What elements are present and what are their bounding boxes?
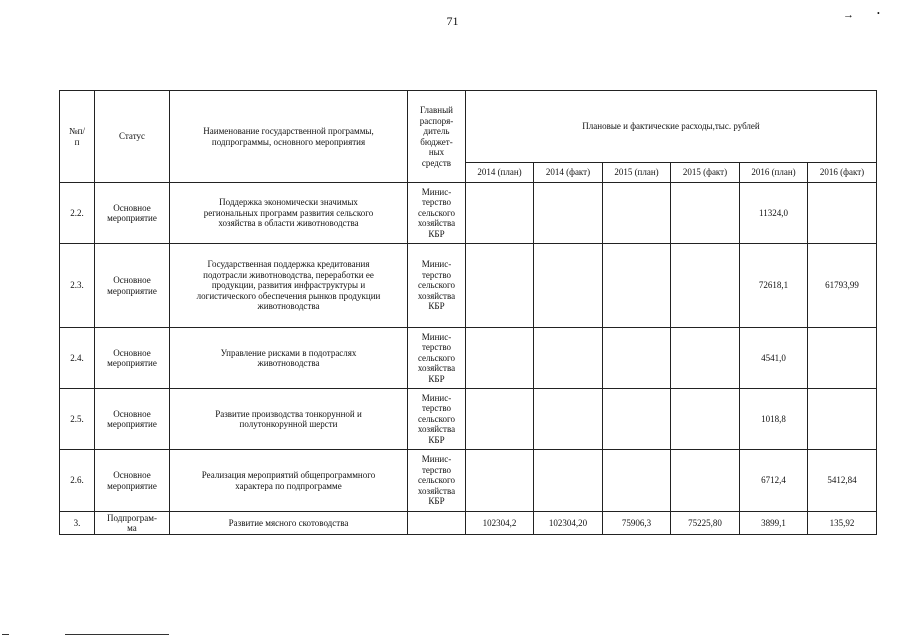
table-row: [60, 328, 877, 389]
row-value: [671, 389, 740, 450]
row-value: 3899,1: [740, 512, 808, 535]
row-value: [603, 450, 671, 512]
row-value: [466, 244, 534, 328]
row-value: [466, 389, 534, 450]
row-name: Реализация мероприятий общепрограммного характера по подпрограмме: [170, 450, 408, 512]
row-value: 75906,3: [603, 512, 671, 535]
header-num: №п/ п: [60, 91, 95, 183]
row-num: 3.: [60, 512, 95, 535]
row-name: Поддержка экономически значимых региональных программ развития сельского хозяйства в области животноводства: [170, 183, 408, 244]
header-period: 2016 (факт): [808, 163, 877, 183]
row-value: [603, 183, 671, 244]
row-status: Основное мероприятие: [95, 328, 170, 389]
row-num: 2.6.: [60, 450, 95, 512]
row-status: Основное мероприятие: [95, 183, 170, 244]
row-value: 72618,1: [740, 244, 808, 328]
row-value: [534, 244, 603, 328]
row-value: 75225,80: [671, 512, 740, 535]
table-row: [60, 183, 877, 244]
header-row-1: [60, 91, 877, 163]
table-row: [60, 389, 877, 450]
row-manager: Минис- терство сельского хозяйства КБР: [408, 328, 466, 389]
row-num: 2.3.: [60, 244, 95, 328]
row-value: 6712,4: [740, 450, 808, 512]
row-name: Развитие производства тонкорунной и полутонкорунной шерсти: [170, 389, 408, 450]
table-row: [60, 244, 877, 328]
row-value: 11324,0: [740, 183, 808, 244]
table-row: [60, 512, 877, 535]
row-value: [671, 328, 740, 389]
row-name: Государственная поддержка кредитования подотрасли животноводства, переработки ее продукции, развития инфраструктуры и логистического обеспечения рынков продукции животноводства: [170, 244, 408, 328]
header-period: 2014 (план): [466, 163, 534, 183]
table-row: [60, 450, 877, 512]
row-value: [603, 328, 671, 389]
row-value: 4541,0: [740, 328, 808, 389]
header-period: 2015 (план): [603, 163, 671, 183]
footnote-rule: [65, 634, 169, 635]
header-manager: Главный распоря- дитель бюджет- ных средств: [408, 91, 466, 183]
row-value: [808, 389, 877, 450]
header-expenses: Плановые и фактические расходы,тыс. рублей: [466, 91, 877, 163]
row-value: [466, 328, 534, 389]
row-manager: [408, 512, 466, 535]
row-value: [671, 450, 740, 512]
row-num: 2.2.: [60, 183, 95, 244]
row-value: [534, 389, 603, 450]
row-num: 2.5.: [60, 389, 95, 450]
row-manager: Минис- терство сельского хозяйства КБР: [408, 389, 466, 450]
row-value: [603, 244, 671, 328]
row-manager: Минис- терство сельского хозяйства КБР: [408, 183, 466, 244]
margin-dash: [2, 634, 9, 635]
row-value: 102304,2: [466, 512, 534, 535]
row-value: 135,92: [808, 512, 877, 535]
row-value: [808, 183, 877, 244]
row-value: [671, 183, 740, 244]
row-value: 5412,84: [808, 450, 877, 512]
row-manager: Минис- терство сельского хозяйства КБР: [408, 450, 466, 512]
row-value: 102304,20: [534, 512, 603, 535]
row-status: Основное мероприятие: [95, 389, 170, 450]
corner-dot-mark: •: [877, 9, 880, 18]
row-value: [808, 328, 877, 389]
row-value: [466, 450, 534, 512]
page-number: 71: [446, 14, 459, 28]
row-manager: Минис- терство сельского хозяйства КБР: [408, 244, 466, 328]
row-status: Основное мероприятие: [95, 244, 170, 328]
row-value: [466, 183, 534, 244]
header-period: 2016 (план): [740, 163, 808, 183]
footnote-separator: [0, 626, 905, 640]
header-period: 2014 (факт): [534, 163, 603, 183]
header-period: 2015 (факт): [671, 163, 740, 183]
row-value: [534, 183, 603, 244]
row-value: [534, 328, 603, 389]
row-value: [671, 244, 740, 328]
row-num: 2.4.: [60, 328, 95, 389]
row-value: 61793,99: [808, 244, 877, 328]
header-status: Статус: [95, 91, 170, 183]
row-name: Управление рисками в подотраслях животноводства: [170, 328, 408, 389]
row-value: [603, 389, 671, 450]
row-value: 1018,8: [740, 389, 808, 450]
expenses-table: [59, 90, 877, 535]
row-value: [534, 450, 603, 512]
row-status: Подпрограм- ма: [95, 512, 170, 535]
row-status: Основное мероприятие: [95, 450, 170, 512]
header-name: Наименование государственной программы, подпрограммы, основного мероприятия: [170, 91, 408, 183]
row-name: Развитие мясного скотоводства: [170, 512, 408, 535]
corner-arrow-mark: →: [843, 9, 854, 21]
